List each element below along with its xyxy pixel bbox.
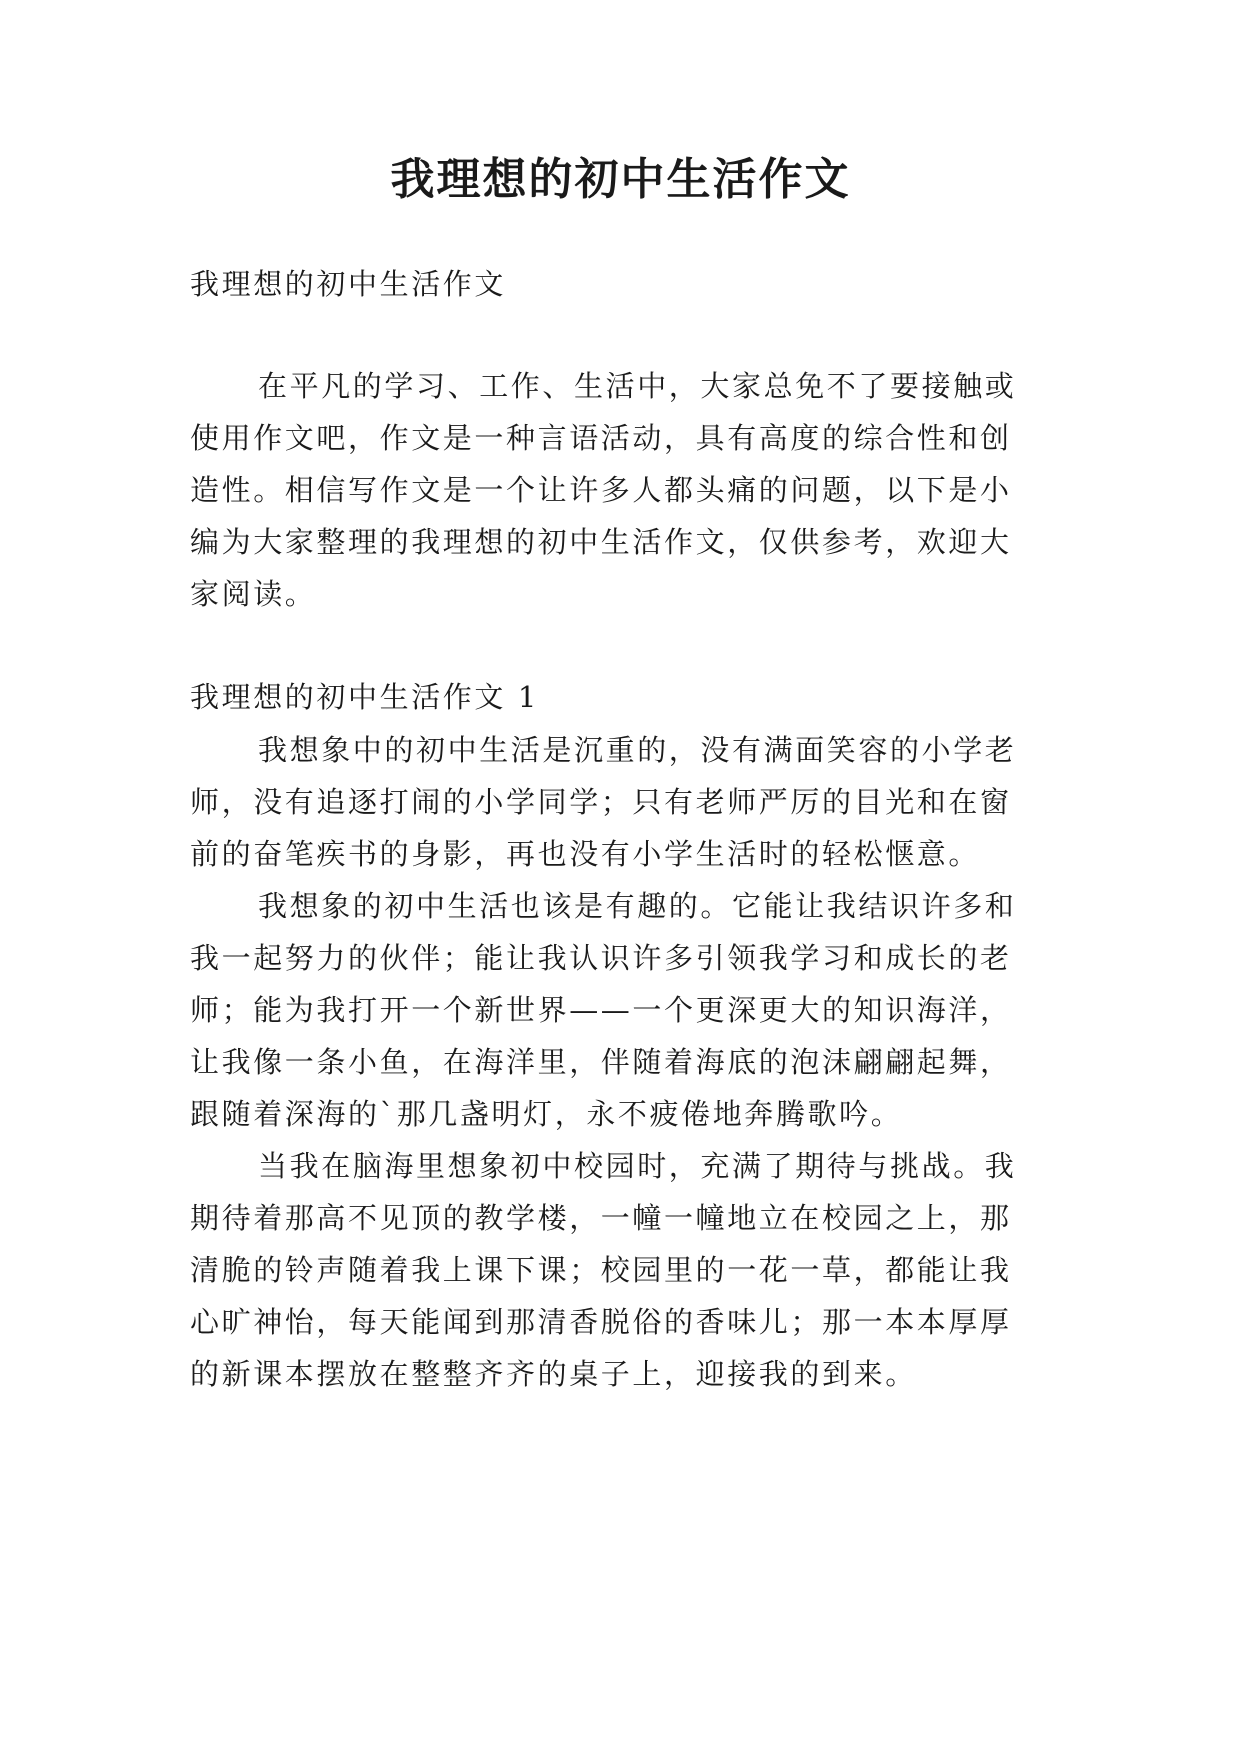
paragraph-line: 让我像一条小鱼，在海洋里，伴随着海底的泡沫翩翩起舞， bbox=[190, 1045, 1012, 1079]
paragraph-line: 前的奋笔疾书的身影，再也没有小学生活时的轻松惬意。 bbox=[190, 837, 981, 871]
paragraph-line: 师，没有追逐打闹的小学同学；只有老师严厉的目光和在窗 bbox=[190, 785, 1012, 819]
intro-line: 在平凡的学习、工作、生活中，大家总免不了要接触或 bbox=[258, 369, 1017, 403]
paragraph-line: 我想象的初中生活也该是有趣的。它能让我结识许多和 bbox=[258, 889, 1017, 923]
paragraph-line: 师；能为我打开一个新世界——一个更深更大的知识海洋， bbox=[190, 993, 1012, 1027]
paragraph-line: 的新课本摆放在整整齐齐的桌子上，迎接我的到来。 bbox=[190, 1357, 917, 1391]
intro-line: 家阅读。 bbox=[190, 577, 317, 611]
paragraph-line: 跟随着深海的`那几盏明灯，永不疲倦地奔腾歌吟。 bbox=[190, 1097, 903, 1131]
document-title: 我理想的初中生活作文 bbox=[390, 154, 851, 205]
paragraph-line: 清脆的铃声随着我上课下课；校园里的一花一草，都能让我 bbox=[190, 1253, 1012, 1287]
paragraph-line: 心旷神怡，每天能闻到那清香脱俗的香味儿；那一本本厚厚 bbox=[190, 1305, 1012, 1339]
document-subtitle: 我理想的初中生活作文 bbox=[190, 267, 507, 301]
section-heading: 我理想的初中生活作文 1 bbox=[190, 680, 539, 714]
intro-line: 使用作文吧，作文是一种言语活动，具有高度的综合性和创 bbox=[190, 421, 1012, 455]
paragraph-line: 我想象中的初中生活是沉重的，没有满面笑容的小学老 bbox=[258, 733, 1017, 767]
intro-line: 造性。相信写作文是一个让许多人都头痛的问题，以下是小 bbox=[190, 473, 1012, 507]
intro-line: 编为大家整理的我理想的初中生活作文，仅供参考，欢迎大 bbox=[190, 525, 1012, 559]
paragraph-line: 期待着那高不见顶的教学楼，一幢一幢地立在校园之上，那 bbox=[190, 1201, 1012, 1235]
paragraph-line: 我一起努力的伙伴；能让我认识许多引领我学习和成长的老 bbox=[190, 941, 1012, 975]
paragraph-line: 当我在脑海里想象初中校园时，充满了期待与挑战。我 bbox=[258, 1149, 1017, 1183]
